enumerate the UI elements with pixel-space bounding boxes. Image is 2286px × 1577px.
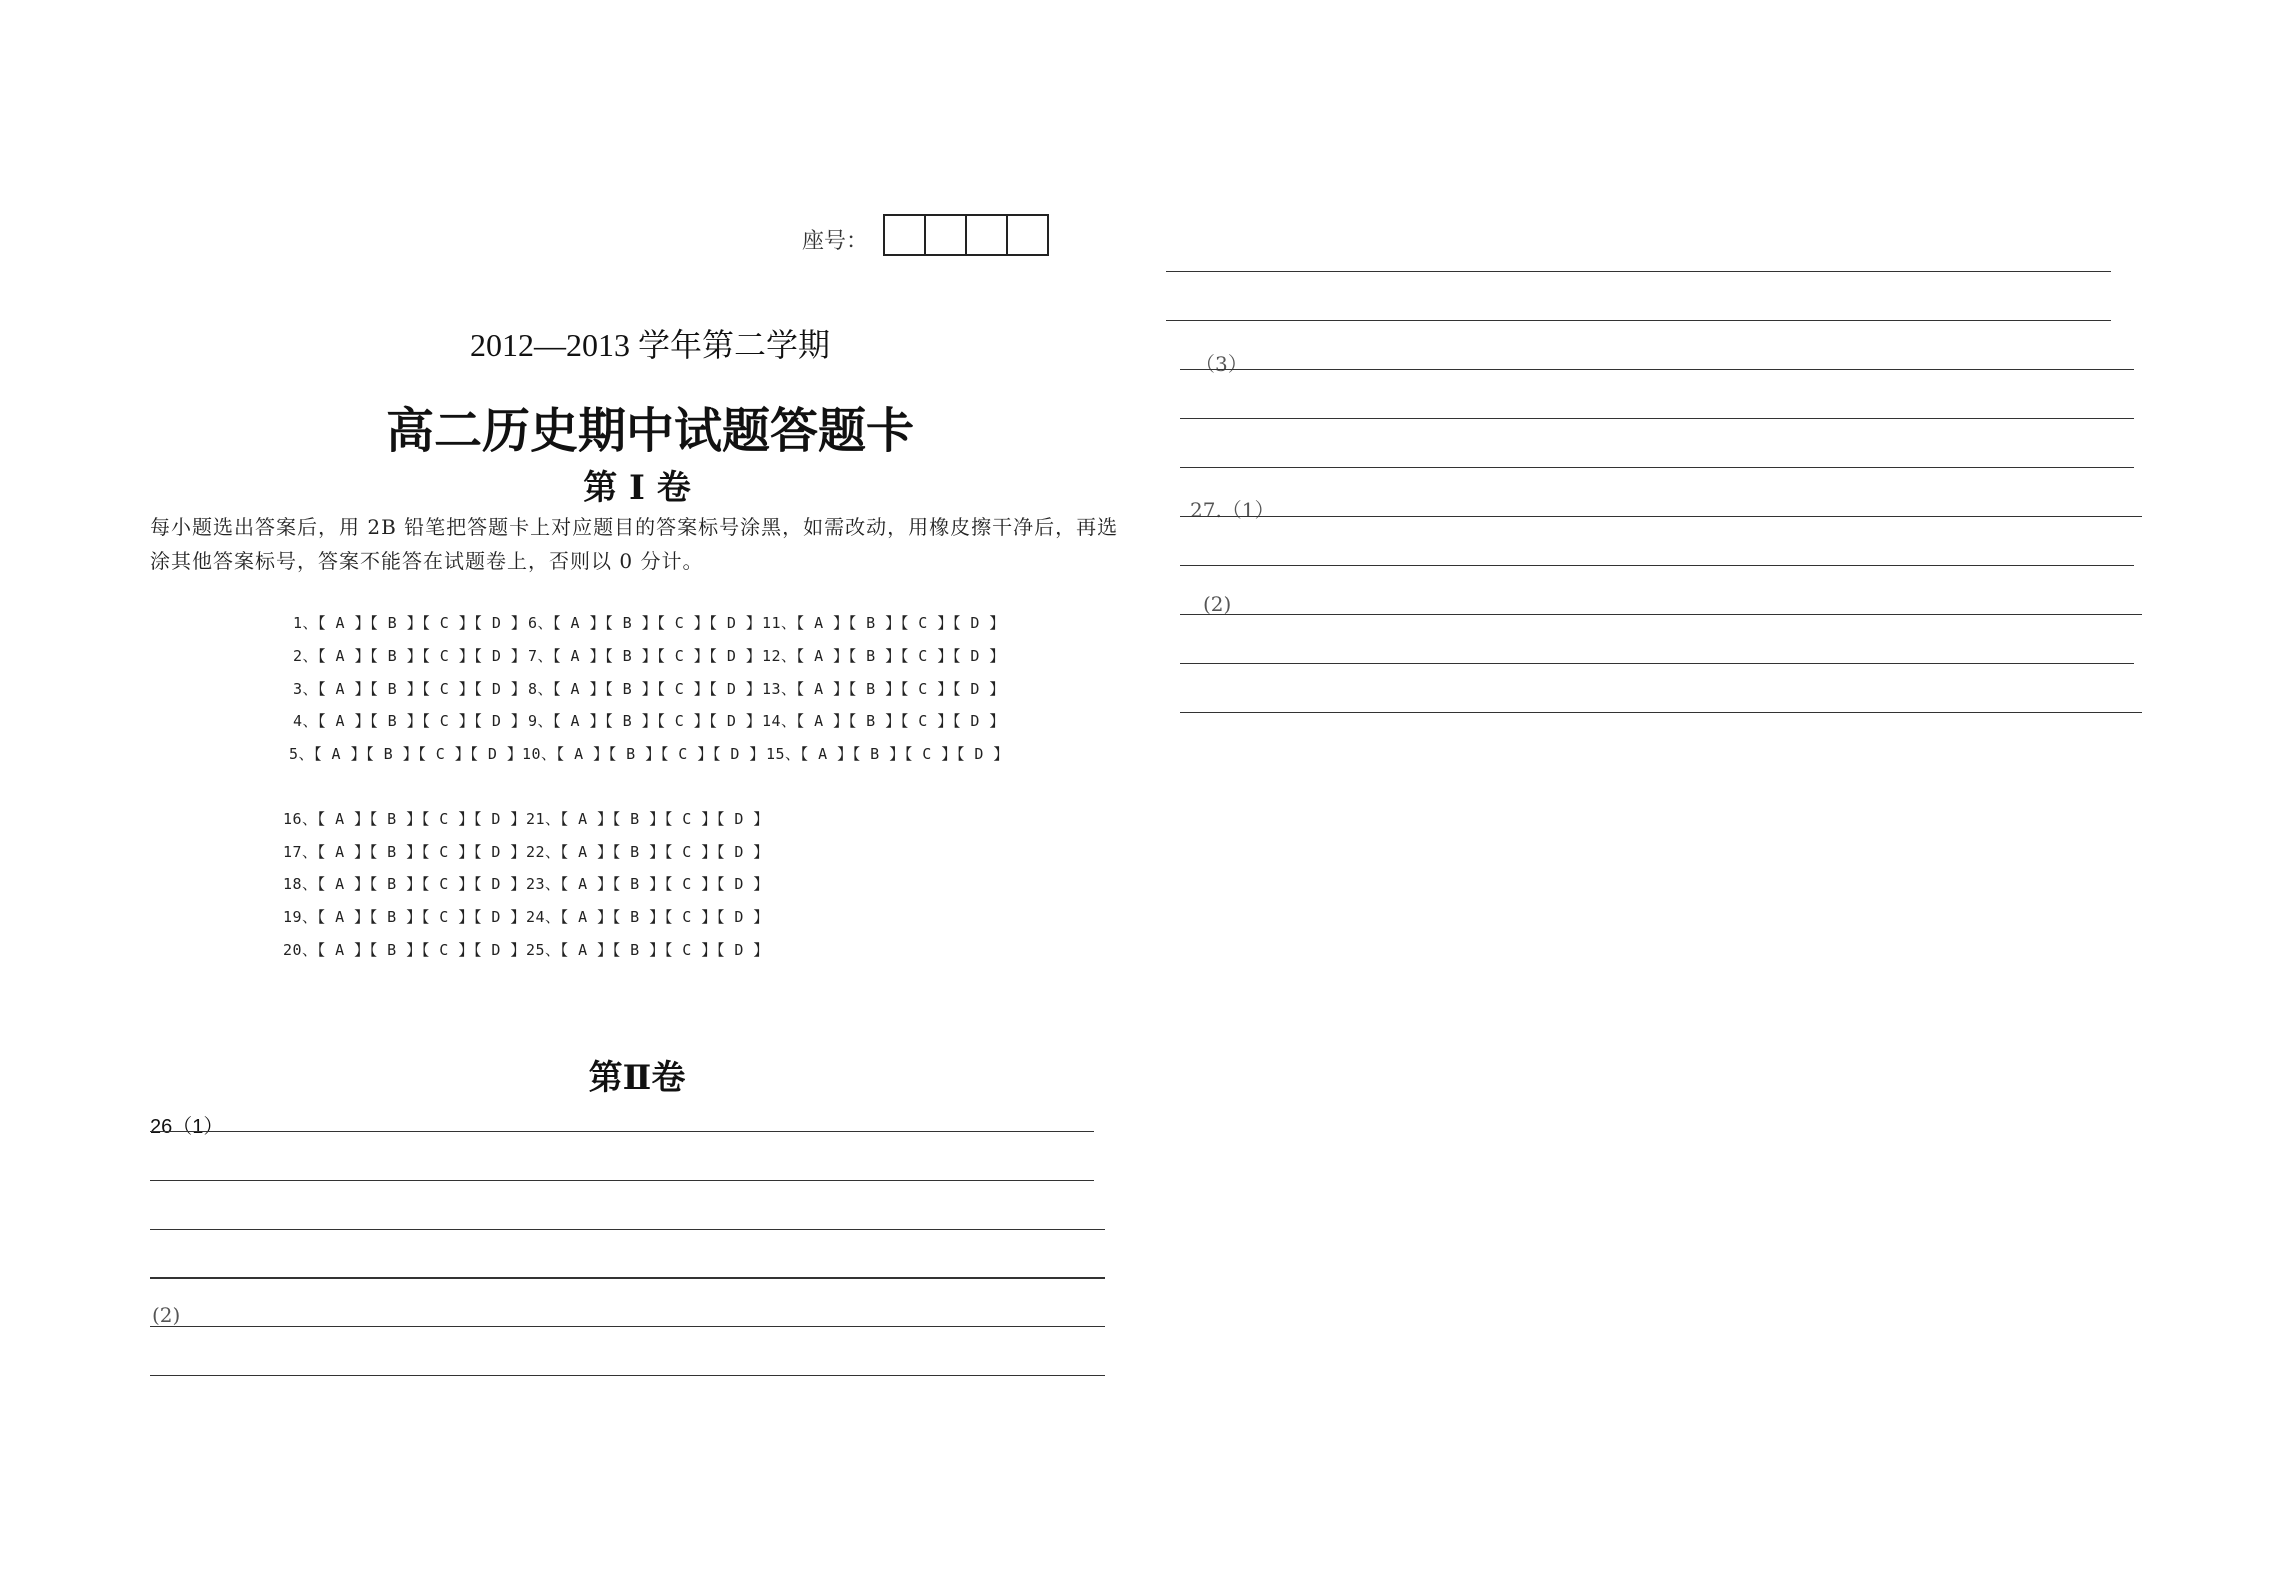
answer-line[interactable]: [1180, 418, 2134, 419]
choice-q25[interactable]: 25、【 A 】【 B 】【 C 】【 D 】: [526, 941, 769, 959]
choice-q14[interactable]: 14、【 A 】【 B 】【 C 】【 D 】: [762, 712, 1005, 730]
choice-q18[interactable]: 18、【 A 】【 B 】【 C 】【 D 】: [283, 875, 526, 893]
q27-part1-label: 27.（1）: [1190, 498, 1275, 522]
answer-line[interactable]: [150, 1326, 1105, 1327]
answer-line[interactable]: [150, 1229, 1105, 1230]
answer-line[interactable]: [1166, 320, 2111, 321]
answer-line[interactable]: [150, 1277, 1105, 1279]
choice-q11[interactable]: 11、【 A 】【 B 】【 C 】【 D 】: [762, 614, 1005, 632]
answer-line[interactable]: [150, 1375, 1105, 1376]
q26-part2-label: (2): [152, 1303, 181, 1327]
choice-q13[interactable]: 13、【 A 】【 B 】【 C 】【 D 】: [762, 680, 1005, 698]
choice-q3[interactable]: 3、【 A 】【 B 】【 C 】【 D 】: [293, 680, 527, 698]
choice-q2[interactable]: 2、【 A 】【 B 】【 C 】【 D 】: [293, 647, 527, 665]
answer-line[interactable]: [1180, 712, 2142, 713]
seat-digit-box[interactable]: [883, 214, 926, 256]
choice-q15[interactable]: 15、【 A 】【 B 】【 C 】【 D 】: [766, 745, 1009, 763]
answer-line[interactable]: [1180, 467, 2134, 468]
answer-line[interactable]: [1180, 565, 2134, 566]
q26-part3-label: （3）: [1195, 352, 1248, 376]
seat-digit-box[interactable]: [965, 214, 1008, 256]
instructions: 每小题选出答案后，用 2B 铅笔把答题卡上对应题目的答案标号涂黑，如需改动，用橡皮擦干净后，再选涂其他答案标号，答案不能答在试题卷上，否则以 0 分计。: [150, 515, 1119, 573]
choice-q24[interactable]: 24、【 A 】【 B 】【 C 】【 D 】: [526, 908, 769, 926]
seat-number-label: 座号：: [802, 229, 869, 254]
answer-line[interactable]: [1180, 516, 2142, 517]
term-heading: 2012—2013 学年第二学期: [469, 327, 830, 363]
choice-q21[interactable]: 21、【 A 】【 B 】【 C 】【 D 】: [526, 810, 769, 828]
choice-q1[interactable]: 1、【 A 】【 B 】【 C 】【 D 】: [293, 614, 527, 632]
section-1-heading: 第 I 卷: [583, 468, 691, 508]
answer-line[interactable]: [150, 1180, 1094, 1181]
choice-q20[interactable]: 20、【 A 】【 B 】【 C 】【 D 】: [283, 941, 526, 959]
choice-q4[interactable]: 4、【 A 】【 B 】【 C 】【 D 】: [293, 712, 527, 730]
choice-q9[interactable]: 9、【 A 】【 B 】【 C 】【 D 】: [528, 712, 762, 730]
choice-q7[interactable]: 7、【 A 】【 B 】【 C 】【 D 】: [528, 647, 762, 665]
choice-q19[interactable]: 19、【 A 】【 B 】【 C 】【 D 】: [283, 908, 526, 926]
choice-q17[interactable]: 17、【 A 】【 B 】【 C 】【 D 】: [283, 843, 526, 861]
answer-line[interactable]: [150, 1131, 1094, 1132]
section-2-heading: 第Ⅱ卷: [588, 1058, 686, 1098]
choice-q5[interactable]: 5、【 A 】【 B 】【 C 】【 D 】: [289, 745, 523, 763]
page-title: 高二历史期中试题答题卡: [385, 403, 914, 459]
answer-line[interactable]: [1166, 271, 2111, 272]
answer-line[interactable]: [1180, 663, 2134, 664]
answer-line[interactable]: [1180, 614, 2142, 615]
seat-number-boxes: [885, 214, 1049, 256]
choice-q6[interactable]: 6、【 A 】【 B 】【 C 】【 D 】: [528, 614, 762, 632]
choice-q12[interactable]: 12、【 A 】【 B 】【 C 】【 D 】: [762, 647, 1005, 665]
choice-q22[interactable]: 22、【 A 】【 B 】【 C 】【 D 】: [526, 843, 769, 861]
answer-line[interactable]: [1180, 369, 2134, 370]
q26-part1-label: 26（1）: [150, 1116, 224, 1138]
q27-part2-label: (2): [1203, 592, 1232, 616]
seat-digit-box[interactable]: [1006, 214, 1049, 256]
choice-q10[interactable]: 10、【 A 】【 B 】【 C 】【 D 】: [522, 745, 765, 763]
seat-digit-box[interactable]: [924, 214, 967, 256]
choice-q23[interactable]: 23、【 A 】【 B 】【 C 】【 D 】: [526, 875, 769, 893]
choice-q16[interactable]: 16、【 A 】【 B 】【 C 】【 D 】: [283, 810, 526, 828]
choice-q8[interactable]: 8、【 A 】【 B 】【 C 】【 D 】: [528, 680, 762, 698]
